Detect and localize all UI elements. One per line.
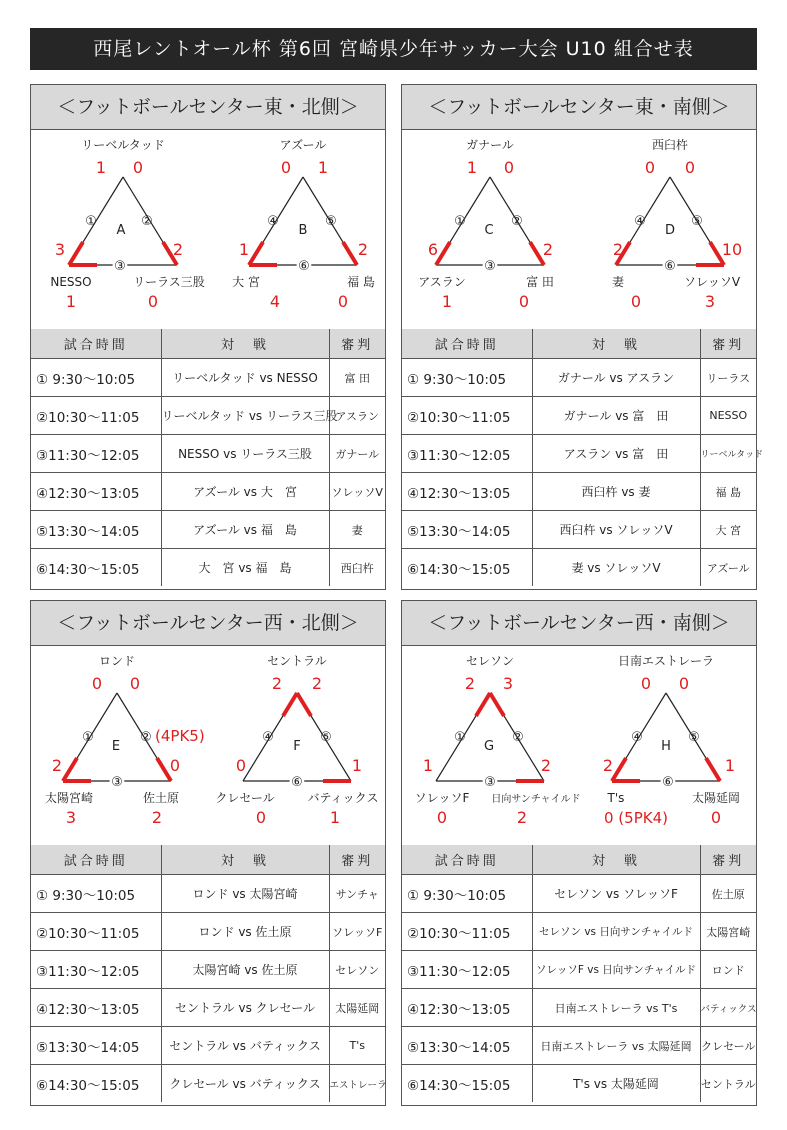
table-row xyxy=(402,435,756,473)
score-left-upper: 3 xyxy=(54,240,66,259)
match-referee: セレソン xyxy=(329,951,385,989)
score-top-right: 0 xyxy=(678,674,690,693)
group-letter: E xyxy=(111,739,121,754)
score-left-lower: 0 xyxy=(255,808,267,827)
match-time: ① 9:30～10:05 xyxy=(31,359,161,397)
win-line-top-right xyxy=(297,693,311,716)
table-row xyxy=(402,397,756,435)
score-left-upper: 6 xyxy=(427,240,439,259)
table-row xyxy=(31,989,385,1027)
header-time: 試合時間 xyxy=(31,329,161,359)
match-num-bottom: ⑥ xyxy=(291,775,303,790)
match-num-left: ④ xyxy=(634,214,646,229)
group-d xyxy=(612,137,742,311)
match-pairing: クレセール vs バティックス xyxy=(161,1065,329,1103)
match-time: ⑥14:30～15:05 xyxy=(402,549,532,587)
table-row xyxy=(402,359,756,397)
match-referee: 佐土原 xyxy=(700,875,756,913)
match-time: ④12:30～13:05 xyxy=(31,989,161,1027)
match-time: ④12:30～13:05 xyxy=(402,989,532,1027)
match-referee: 福 島 xyxy=(700,473,756,511)
match-time: ① 9:30～10:05 xyxy=(402,359,532,397)
match-pairing: 西臼杵 vs 妻 xyxy=(532,473,700,511)
score-top-right: 1 xyxy=(317,158,329,177)
header-time: 試合時間 xyxy=(402,329,532,359)
team-right: ソレッソV xyxy=(683,275,741,289)
match-referee: ソレッソV xyxy=(329,473,385,511)
group-letter: H xyxy=(661,739,671,754)
match-pairing: ガナール vs 富 田 xyxy=(532,397,700,435)
match-pairing: アズール vs 福 島 xyxy=(161,511,329,549)
team-right: 福 島 xyxy=(347,275,375,289)
match-pairing: ソレッソF vs 日向サンチャイルド xyxy=(532,951,700,989)
team-left: 大 宮 xyxy=(232,275,260,289)
block-east-south xyxy=(401,84,764,590)
table-header-row xyxy=(31,845,385,875)
match-schedule-table xyxy=(31,329,385,586)
score-left-lower: 0 (5PK4) xyxy=(604,809,668,827)
win-line-left xyxy=(612,758,626,781)
match-num-bottom: ⑥ xyxy=(298,259,310,274)
match-pairing: 妻 vs ソレッソV xyxy=(532,549,700,587)
match-time: ④12:30～13:05 xyxy=(31,473,161,511)
score-top-left: 1 xyxy=(466,158,478,177)
table-row xyxy=(31,397,385,435)
table-row xyxy=(402,549,756,587)
match-pairing: ロンド vs 佐土原 xyxy=(161,913,329,951)
match-num-bottom: ③ xyxy=(111,775,123,790)
group-diagram xyxy=(402,129,756,329)
match-time: ⑤13:30～14:05 xyxy=(402,511,532,549)
match-num-left: ④ xyxy=(267,214,279,229)
score-top-right: 0 xyxy=(684,158,696,177)
group-letter: B xyxy=(298,223,308,238)
team-top: セントラル xyxy=(267,654,327,668)
table-header-row xyxy=(402,329,756,359)
score-left-upper: 2 xyxy=(612,240,624,259)
win-line-right xyxy=(157,758,171,781)
team-left: 妻 xyxy=(611,275,625,289)
group-letter: F xyxy=(293,739,301,754)
team-right: 佐土原 xyxy=(142,791,180,805)
match-time: ②10:30～11:05 xyxy=(402,913,532,951)
score-right-upper: 2 xyxy=(357,240,369,259)
group-c xyxy=(418,138,554,311)
match-pairing: 西臼杵 vs ソレッソV xyxy=(532,511,700,549)
score-left-upper: 1 xyxy=(422,756,434,775)
match-pairing: アスラン vs 富 田 xyxy=(532,435,700,473)
header-ref: 審判 xyxy=(700,329,756,359)
table-header-row xyxy=(31,329,385,359)
match-referee: エストレーラ xyxy=(329,1065,385,1103)
win-line-top-left xyxy=(476,693,490,716)
header-match: 対 戦 xyxy=(161,329,329,359)
team-top: 日南エストレーラ xyxy=(617,654,715,668)
match-referee: アスラン xyxy=(329,397,385,435)
group-diagram xyxy=(402,645,756,845)
score-left-upper: 0 xyxy=(235,756,247,775)
score-right-upper: 2 xyxy=(542,240,554,259)
win-line-left xyxy=(63,758,77,781)
team-top: セレソン xyxy=(465,654,515,668)
table-row xyxy=(31,435,385,473)
match-referee: アズール xyxy=(700,549,756,587)
table-row xyxy=(402,989,756,1027)
team-top: リーベルタッド xyxy=(81,138,165,152)
group-a xyxy=(50,138,204,311)
match-num-left: ④ xyxy=(262,730,274,745)
group-letter: C xyxy=(484,223,494,238)
match-num-right: ② xyxy=(140,730,152,745)
match-schedule-table xyxy=(31,845,385,1102)
score-right-lower: 0 xyxy=(518,292,530,311)
block-header: ＜フットボールセンター東・南側＞ xyxy=(402,85,756,130)
team-top: ガナール xyxy=(466,138,514,152)
match-time: ③11:30～12:05 xyxy=(402,951,532,989)
team-right: 日向サンチャイルド xyxy=(491,794,581,805)
score-top-left: 2 xyxy=(464,674,476,693)
header-match: 対 戦 xyxy=(161,845,329,875)
group-letter: G xyxy=(483,739,495,754)
match-pairing: セントラル vs クレセール xyxy=(161,989,329,1027)
match-referee: ロンド xyxy=(700,951,756,989)
match-pairing: ロンド vs 太陽宮崎 xyxy=(161,875,329,913)
score-top-left: 0 xyxy=(644,158,656,177)
team-left: 太陽宮崎 xyxy=(44,791,94,805)
match-time: ⑤13:30～14:05 xyxy=(402,1027,532,1065)
group-e xyxy=(45,654,205,827)
match-referee: T's xyxy=(329,1027,385,1065)
score-left-upper: 2 xyxy=(51,756,63,775)
score-left-lower: 1 xyxy=(441,292,453,311)
pk-note: (4PK5) xyxy=(155,727,205,745)
match-time: ① 9:30～10:05 xyxy=(402,875,532,913)
block-header: ＜フットボールセンター西・南側＞ xyxy=(402,601,756,646)
score-left-upper: 1 xyxy=(238,240,250,259)
table-row xyxy=(31,951,385,989)
team-left: クレセール xyxy=(215,791,275,805)
score-left-lower: 4 xyxy=(269,292,281,311)
win-line-top-left xyxy=(283,693,297,716)
score-left-lower: 3 xyxy=(65,808,77,827)
match-num-left: ① xyxy=(454,730,466,745)
header-ref: 審判 xyxy=(329,329,385,359)
header-ref: 審判 xyxy=(329,845,385,875)
table-row xyxy=(402,1027,756,1065)
match-num-right: ⑤ xyxy=(688,730,700,745)
score-right-lower: 1 xyxy=(329,808,341,827)
table-row xyxy=(31,913,385,951)
table-row xyxy=(31,473,385,511)
match-pairing: 日南エストレーラ vs 太陽延岡 xyxy=(532,1027,700,1065)
score-top-left: 0 xyxy=(640,674,652,693)
match-time: ②10:30～11:05 xyxy=(31,397,161,435)
match-time: ③11:30～12:05 xyxy=(402,435,532,473)
match-referee: クレセール xyxy=(700,1027,756,1065)
table-row xyxy=(402,913,756,951)
match-num-left: ① xyxy=(85,214,97,229)
score-right-lower: 0 xyxy=(710,808,722,827)
match-referee: リーラス xyxy=(700,359,756,397)
table-row xyxy=(402,875,756,913)
match-pairing: リーベルタッド vs NESSO xyxy=(161,359,329,397)
match-referee: 太陽延岡 xyxy=(329,989,385,1027)
team-right: バティックス xyxy=(307,791,379,805)
win-line-right xyxy=(530,242,544,265)
match-pairing: ガナール vs アスラン xyxy=(532,359,700,397)
match-num-right: ⑤ xyxy=(691,214,703,229)
header-ref: 審判 xyxy=(700,845,756,875)
table-row xyxy=(31,1027,385,1065)
match-referee: ガナール xyxy=(329,435,385,473)
match-time: ⑥14:30～15:05 xyxy=(31,1065,161,1103)
match-pairing: 太陽宮崎 vs 佐土原 xyxy=(161,951,329,989)
team-top: 西臼杵 xyxy=(651,138,689,152)
score-right-upper: 10 xyxy=(721,240,743,259)
match-pairing: アズール vs 大 宮 xyxy=(161,473,329,511)
block-west-south xyxy=(401,600,757,1106)
group-letter: D xyxy=(664,223,676,238)
match-referee: ソレッソF xyxy=(329,913,385,951)
team-right: 富 田 xyxy=(526,275,554,289)
match-time: ⑥14:30～15:05 xyxy=(402,1065,532,1103)
header-match: 対 戦 xyxy=(532,329,700,359)
team-top: アズール xyxy=(279,138,327,152)
match-time: ②10:30～11:05 xyxy=(402,397,532,435)
header-time: 試合時間 xyxy=(31,845,161,875)
match-num-right: ② xyxy=(511,214,523,229)
match-time: ④12:30～13:05 xyxy=(402,473,532,511)
score-right-upper: 1 xyxy=(724,756,736,775)
table-row xyxy=(31,549,385,587)
header-match: 対 戦 xyxy=(532,845,700,875)
match-referee: サンチャ xyxy=(329,875,385,913)
score-top-left: 0 xyxy=(280,158,292,177)
score-right-upper: 1 xyxy=(351,756,363,775)
score-top-left: 1 xyxy=(95,158,107,177)
score-left-upper: 2 xyxy=(602,756,614,775)
match-time: ②10:30～11:05 xyxy=(31,913,161,951)
score-right-lower: 2 xyxy=(516,808,528,827)
win-line-top-right xyxy=(490,693,504,716)
table-row xyxy=(31,359,385,397)
group-diagram xyxy=(31,645,385,845)
match-num-bottom: ⑥ xyxy=(662,775,674,790)
match-num-bottom: ⑥ xyxy=(664,259,676,274)
match-pairing: セレソン vs ソレッソF xyxy=(532,875,700,913)
match-num-bottom: ③ xyxy=(484,775,496,790)
win-line-right xyxy=(343,242,357,265)
team-right: リーラス三股 xyxy=(133,275,205,289)
score-right-lower: 0 xyxy=(337,292,349,311)
match-referee: 大 宮 xyxy=(700,511,756,549)
table-header-row xyxy=(402,845,756,875)
match-pairing: リーベルタッド vs リーラス三股 xyxy=(161,397,329,435)
match-time: ⑤13:30～14:05 xyxy=(31,1027,161,1065)
match-num-right: ② xyxy=(141,214,153,229)
match-time: ① 9:30～10:05 xyxy=(31,875,161,913)
match-time: ⑥14:30～15:05 xyxy=(31,549,161,587)
match-pairing: NESSO vs リーラス三股 xyxy=(161,435,329,473)
table-row xyxy=(402,511,756,549)
block-east-north xyxy=(30,84,386,590)
match-num-left: ① xyxy=(454,214,466,229)
score-top-right: 0 xyxy=(129,674,141,693)
score-right-lower: 2 xyxy=(151,808,163,827)
match-num-left: ④ xyxy=(631,730,643,745)
match-pairing: T's vs 太陽延岡 xyxy=(532,1065,700,1103)
match-pairing: 大 宮 vs 福 島 xyxy=(161,549,329,587)
match-num-right: ⑤ xyxy=(320,730,332,745)
group-b xyxy=(232,138,375,311)
group-diagram xyxy=(31,129,385,329)
team-left: ソレッソF xyxy=(414,791,470,805)
match-pairing: 日南エストレーラ vs T's xyxy=(532,989,700,1027)
team-top: ロンド xyxy=(98,654,136,668)
match-time: ③11:30～12:05 xyxy=(31,951,161,989)
match-time: ③11:30～12:05 xyxy=(31,435,161,473)
match-referee: 富 田 xyxy=(329,359,385,397)
match-pairing: セントラル vs バティックス xyxy=(161,1027,329,1065)
score-left-lower: 1 xyxy=(65,292,77,311)
match-num-left: ① xyxy=(82,730,94,745)
score-right-lower: 0 xyxy=(147,292,159,311)
page-title: 西尾レントオール杯 第6回 宮崎県少年サッカー大会 U10 組合せ表 xyxy=(30,28,757,70)
match-pairing: セレソン vs 日向サンチャイルド xyxy=(532,913,700,951)
block-header: ＜フットボールセンター西・北側＞ xyxy=(31,601,385,646)
score-top-right: 0 xyxy=(132,158,144,177)
group-f xyxy=(215,654,378,827)
team-right: 太陽延岡 xyxy=(691,791,741,805)
match-referee: NESSO xyxy=(700,397,756,435)
header-time: 試合時間 xyxy=(402,845,532,875)
score-right-upper: 0 xyxy=(169,756,181,775)
block-header: ＜フットボールセンター東・北側＞ xyxy=(31,85,385,130)
win-line-left xyxy=(436,242,450,265)
match-referee: 太陽宮崎 xyxy=(700,913,756,951)
match-schedule-table xyxy=(402,329,764,586)
table-row xyxy=(402,473,756,511)
team-left: アスラン xyxy=(418,275,466,289)
group-letter: A xyxy=(116,223,126,238)
match-referee: 妻 xyxy=(329,511,385,549)
match-time: ⑤13:30～14:05 xyxy=(31,511,161,549)
team-left: NESSO xyxy=(50,275,92,289)
score-top-right: 3 xyxy=(502,674,514,693)
match-referee: 西臼杵 xyxy=(329,549,385,587)
match-num-bottom: ③ xyxy=(484,259,496,274)
table-row xyxy=(402,1065,756,1103)
match-referee: セントラル xyxy=(700,1065,756,1103)
block-west-north xyxy=(30,600,386,1106)
table-row xyxy=(31,1065,385,1103)
win-line-right xyxy=(706,758,720,781)
score-right-lower: 3 xyxy=(704,292,716,311)
score-top-right: 0 xyxy=(503,158,515,177)
score-left-lower: 0 xyxy=(630,292,642,311)
score-right-upper: 2 xyxy=(540,756,552,775)
group-h xyxy=(603,653,740,827)
score-top-left: 2 xyxy=(271,674,283,693)
match-referee: バティックス xyxy=(700,989,756,1027)
score-left-lower: 0 xyxy=(436,808,448,827)
win-line-left xyxy=(69,242,83,265)
match-num-right: ⑤ xyxy=(325,214,337,229)
score-top-left: 0 xyxy=(91,674,103,693)
match-schedule-table xyxy=(402,845,756,1102)
team-left: T's xyxy=(607,791,625,805)
table-row xyxy=(31,875,385,913)
win-line-left xyxy=(249,242,263,265)
match-num-right: ② xyxy=(512,730,524,745)
table-row xyxy=(402,951,756,989)
match-referee: リーベルタッド xyxy=(700,435,756,473)
score-top-right: 2 xyxy=(311,674,323,693)
table-row xyxy=(31,511,385,549)
match-num-bottom: ③ xyxy=(114,259,126,274)
score-right-upper: 2 xyxy=(172,240,184,259)
group-g xyxy=(415,654,581,827)
